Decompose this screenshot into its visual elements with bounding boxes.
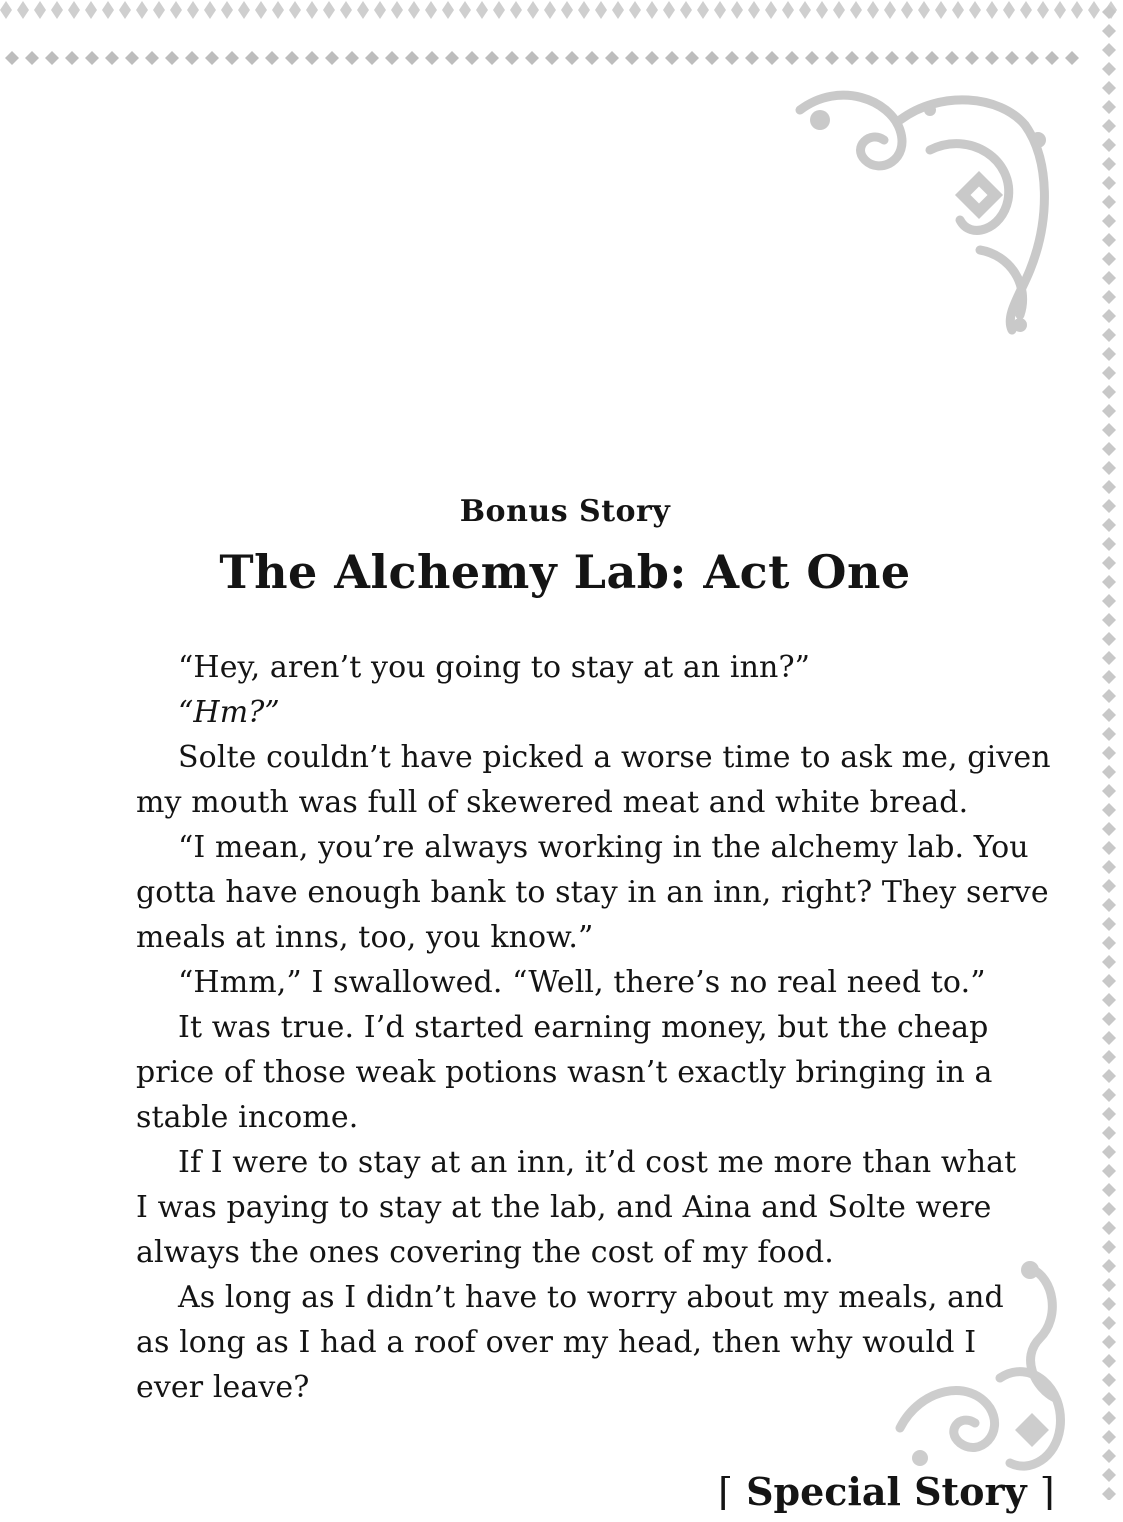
top-border-diamond-large: [925, 51, 939, 65]
right-border-diamond: [1102, 24, 1116, 38]
top-border-diamond-large: [485, 51, 499, 65]
top-border-diamond: [1071, 1, 1083, 19]
right-border-diamond: [1102, 1164, 1116, 1178]
top-border-diamond-large: [1065, 51, 1079, 65]
right-border-diamond: [1102, 138, 1116, 152]
top-border-diamond-large: [565, 51, 579, 65]
top-diamond-border: [0, 0, 1123, 70]
top-border-diamond: [765, 1, 777, 19]
top-border-diamond: [918, 1, 930, 19]
right-border-diamond: [1102, 290, 1116, 304]
right-border-diamond: [1102, 1069, 1116, 1083]
top-border-diamond-large: [45, 51, 59, 65]
right-border-diamond: [1102, 841, 1116, 855]
top-border-diamond: [612, 1, 624, 19]
right-border-diamond: [1102, 1430, 1116, 1444]
top-border-diamond: [0, 1, 12, 19]
right-border-diamond: [1102, 822, 1116, 836]
right-border-diamond: [1102, 347, 1116, 361]
top-border-diamond-large: [265, 51, 279, 65]
right-border-diamond: [1102, 1297, 1116, 1311]
top-border-diamond-large: [405, 51, 419, 65]
top-border-diamond-large: [1025, 51, 1039, 65]
top-border-diamond-large: [445, 51, 459, 65]
right-border-diamond: [1102, 404, 1116, 418]
right-border-diamond: [1102, 803, 1116, 817]
right-border-diamond: [1102, 233, 1116, 247]
top-border-diamond: [697, 1, 709, 19]
right-border-diamond: [1102, 670, 1116, 684]
top-border-diamond: [799, 1, 811, 19]
top-border-diamond: [867, 1, 879, 19]
top-border-diamond: [782, 1, 794, 19]
top-border-diamond: [714, 1, 726, 19]
top-border-diamond: [952, 1, 964, 19]
right-border-diamond: [1102, 1392, 1116, 1406]
right-border-diamond: [1102, 955, 1116, 969]
top-border-diamond-large: [745, 51, 759, 65]
top-border-diamond: [884, 1, 896, 19]
right-border-diamond: [1102, 461, 1116, 475]
right-border-diamond: [1102, 1468, 1116, 1482]
top-border-diamond: [595, 1, 607, 19]
right-border-diamond: [1102, 1012, 1116, 1026]
top-border-diamond-large: [645, 51, 659, 65]
top-border-diamond-large: [945, 51, 959, 65]
top-border-diamond-large: [165, 51, 179, 65]
top-border-diamond: [374, 1, 386, 19]
top-border-diamond: [969, 1, 981, 19]
top-border-diamond: [442, 1, 454, 19]
top-border-diamond: [1003, 1, 1015, 19]
top-border-diamond-large: [625, 51, 639, 65]
right-border-diamond: [1102, 1145, 1116, 1159]
right-border-diamond: [1102, 271, 1116, 285]
top-border-diamond: [1054, 1, 1066, 19]
top-border-diamond-large: [825, 51, 839, 65]
top-border-diamond: [357, 1, 369, 19]
right-border-diamond: [1102, 879, 1116, 893]
top-border-diamond-large: [1045, 51, 1059, 65]
body-line-2: “Hm?”: [178, 695, 280, 730]
right-border-diamond: [1102, 119, 1116, 133]
right-border-diamond: [1102, 1335, 1116, 1349]
top-border-diamond: [527, 1, 539, 19]
right-border-diamond: [1102, 214, 1116, 228]
running-footer: [718, 1462, 1055, 1522]
top-border-diamond: [204, 1, 216, 19]
right-border-diamond: [1102, 1221, 1116, 1235]
top-border-diamond-large: [205, 51, 219, 65]
body-line-13: I was paying to stay at the lab, and Aina and Solte were: [136, 1190, 992, 1225]
top-border-diamond-large: [125, 51, 139, 65]
top-border-diamond-large: [965, 51, 979, 65]
right-border-diamond: [1102, 708, 1116, 722]
right-border-diamond: [1102, 651, 1116, 665]
top-border-diamond: [85, 1, 97, 19]
top-border-diamond-large: [345, 51, 359, 65]
top-border-diamond: [51, 1, 63, 19]
right-border-diamond: [1102, 1373, 1116, 1387]
filigree-corner-ornament-top: [780, 80, 1070, 340]
top-border-diamond: [425, 1, 437, 19]
right-border-diamond: [1102, 195, 1116, 209]
top-border-diamond-large: [525, 51, 539, 65]
body-line-16: as long as I had a roof over my head, then why would I: [136, 1325, 977, 1360]
top-border-diamond: [663, 1, 675, 19]
top-border-diamond-large: [465, 51, 479, 65]
right-border-diamond: [1102, 898, 1116, 912]
top-border-diamond: [68, 1, 80, 19]
top-border-diamond: [646, 1, 658, 19]
right-border-diamond: [1102, 442, 1116, 456]
top-border-diamond-large: [105, 51, 119, 65]
right-border-diamond: [1102, 1411, 1116, 1425]
right-border-diamond: [1102, 1240, 1116, 1254]
top-border-diamond-large: [685, 51, 699, 65]
top-border-diamond-large: [325, 51, 339, 65]
top-border-diamond: [901, 1, 913, 19]
right-border-diamond: [1102, 328, 1116, 342]
top-border-diamond-large: [425, 51, 439, 65]
top-border-diamond: [1037, 1, 1049, 19]
top-border-diamond: [816, 1, 828, 19]
body-line-4: my mouth was full of skewered meat and white bread.: [136, 785, 969, 820]
body-line-14: always the ones covering the cost of my food.: [136, 1235, 834, 1270]
right-border-diamond: [1102, 727, 1116, 741]
top-border-diamond: [850, 1, 862, 19]
right-border-diamond: [1102, 1316, 1116, 1330]
top-border-diamond: [1020, 1, 1032, 19]
top-border-diamond: [136, 1, 148, 19]
right-border-diamond: [1102, 917, 1116, 931]
footer-bracket-right: ⌉: [1039, 1470, 1055, 1514]
top-border-diamond-large: [865, 51, 879, 65]
top-border-diamond: [935, 1, 947, 19]
right-border-diamond: [1102, 1183, 1116, 1197]
top-border-diamond-large: [585, 51, 599, 65]
top-border-diamond: [459, 1, 471, 19]
top-border-diamond: [833, 1, 845, 19]
body-line-17: ever leave?: [136, 1370, 310, 1405]
body-line-12: If I were to stay at an inn, it’d cost me more than what: [178, 1145, 1017, 1180]
body-line-10: price of those weak potions wasn’t exactly bringing in a: [136, 1055, 993, 1090]
top-border-diamond: [544, 1, 556, 19]
top-border-diamond-large: [725, 51, 739, 65]
right-border-diamond: [1102, 81, 1116, 95]
top-border-diamond: [578, 1, 590, 19]
top-border-diamond: [629, 1, 641, 19]
top-border-diamond: [493, 1, 505, 19]
top-border-diamond-large: [65, 51, 79, 65]
top-border-diamond: [561, 1, 573, 19]
right-border-diamond: [1102, 613, 1116, 627]
story-title: The Alchemy Lab: Act One: [219, 545, 911, 599]
top-border-diamond-large: [1005, 51, 1019, 65]
top-border-diamond-large: [25, 51, 39, 65]
top-border-diamond: [255, 1, 267, 19]
top-border-diamond-large: [885, 51, 899, 65]
right-border-diamond: [1102, 176, 1116, 190]
right-border-diamond: [1102, 480, 1116, 494]
right-border-diamond: [1102, 1202, 1116, 1216]
right-diamond-border: [1095, 0, 1123, 1500]
right-border-diamond: [1102, 423, 1116, 437]
body-line-5: “I mean, you’re always working in the alchemy lab. You: [178, 830, 1029, 865]
top-border-diamond: [187, 1, 199, 19]
right-border-diamond: [1102, 43, 1116, 57]
right-border-diamond: [1102, 309, 1116, 323]
top-border-diamond-large: [545, 51, 559, 65]
footer-bracket-left: ⌈: [718, 1470, 733, 1514]
right-border-diamond: [1102, 784, 1116, 798]
right-border-diamond: [1102, 1449, 1116, 1463]
right-border-diamond: [1102, 1487, 1116, 1500]
top-border-diamond-large: [765, 51, 779, 65]
top-border-diamond: [102, 1, 114, 19]
top-border-diamond: [510, 1, 522, 19]
top-border-diamond-large: [845, 51, 859, 65]
top-border-diamond: [170, 1, 182, 19]
right-border-diamond: [1102, 765, 1116, 779]
right-border-diamond: [1102, 366, 1116, 380]
right-border-diamond: [1102, 1107, 1116, 1121]
right-border-diamond: [1102, 936, 1116, 950]
body-line-9: It was true. I’d started earning money, but the cheap: [178, 1010, 989, 1045]
right-border-diamond: [1102, 689, 1116, 703]
right-border-diamond: [1102, 100, 1116, 114]
top-border-diamond: [391, 1, 403, 19]
body-line-7: meals at inns, too, you know.”: [136, 920, 594, 955]
top-border-diamond: [680, 1, 692, 19]
body-line-8: “Hmm,” I swallowed. “Well, there’s no real need to.”: [178, 965, 986, 1000]
right-border-diamond: [1102, 974, 1116, 988]
top-border-diamond: [17, 1, 29, 19]
top-border-diamond-large: [245, 51, 259, 65]
right-border-diamond: [1102, 252, 1116, 266]
right-border-diamond: [1102, 1031, 1116, 1045]
top-border-diamond-large: [605, 51, 619, 65]
right-border-diamond: [1102, 5, 1116, 19]
body-line-15: As long as I didn’t have to worry about my meals, and: [178, 1280, 1004, 1315]
right-border-diamond: [1102, 860, 1116, 874]
top-border-diamond-large: [5, 51, 19, 65]
top-border-diamond: [748, 1, 760, 19]
right-border-diamond: [1102, 993, 1116, 1007]
top-border-diamond: [731, 1, 743, 19]
top-border-diamond-large: [285, 51, 299, 65]
top-border-diamond: [153, 1, 165, 19]
body-line-3: Solte couldn’t have picked a worse time to ask me, given: [178, 740, 1051, 775]
top-border-diamond-large: [365, 51, 379, 65]
top-border-diamond: [306, 1, 318, 19]
top-border-diamond: [119, 1, 131, 19]
right-border-diamond: [1102, 632, 1116, 646]
top-border-diamond: [289, 1, 301, 19]
top-border-diamond-large: [905, 51, 919, 65]
body-line-11: stable income.: [136, 1100, 359, 1135]
top-border-diamond: [34, 1, 46, 19]
right-border-diamond: [1102, 1088, 1116, 1102]
top-border-diamond: [221, 1, 233, 19]
top-border-diamond: [476, 1, 488, 19]
top-border-diamond: [340, 1, 352, 19]
story-kicker: Bonus Story: [459, 494, 671, 529]
top-border-diamond-large: [665, 51, 679, 65]
top-border-diamond-large: [85, 51, 99, 65]
top-border-diamond: [272, 1, 284, 19]
right-border-diamond: [1102, 1050, 1116, 1064]
right-border-diamond: [1102, 157, 1116, 171]
body-line-6: gotta have enough bank to stay in an inn, right? They serve: [136, 875, 1049, 910]
top-border-diamond-large: [185, 51, 199, 65]
top-border-diamond-large: [805, 51, 819, 65]
right-border-diamond: [1102, 1278, 1116, 1292]
top-border-diamond-large: [785, 51, 799, 65]
right-border-diamond: [1102, 385, 1116, 399]
top-border-diamond-large: [985, 51, 999, 65]
right-border-diamond: [1102, 746, 1116, 760]
top-border-diamond: [986, 1, 998, 19]
footer-label: Special Story: [746, 1469, 1027, 1514]
top-border-diamond-large: [705, 51, 719, 65]
top-border-diamond: [408, 1, 420, 19]
right-border-diamond: [1102, 62, 1116, 76]
body-line-1: “Hey, aren’t you going to stay at an inn?”: [178, 650, 811, 685]
top-border-diamond-large: [305, 51, 319, 65]
right-border-diamond: [1102, 1126, 1116, 1140]
right-border-diamond: [1102, 1354, 1116, 1368]
story-body: [136, 645, 1051, 1410]
top-border-diamond: [238, 1, 250, 19]
top-border-diamond: [323, 1, 335, 19]
top-border-diamond-large: [145, 51, 159, 65]
top-border-diamond-large: [225, 51, 239, 65]
top-border-diamond-large: [385, 51, 399, 65]
top-border-diamond-large: [505, 51, 519, 65]
right-border-diamond: [1102, 1259, 1116, 1273]
